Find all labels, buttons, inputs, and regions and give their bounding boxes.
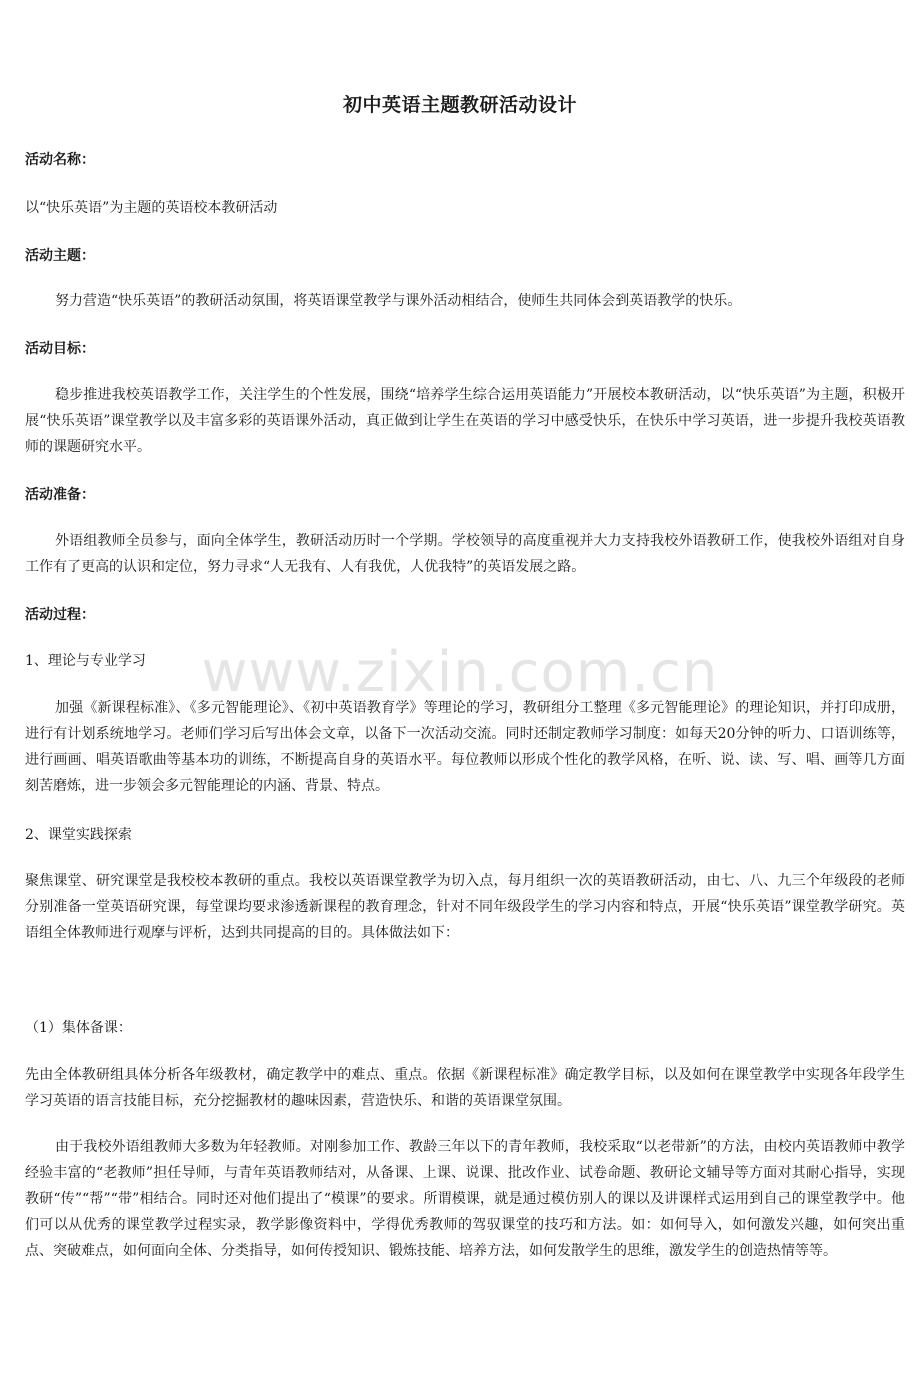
section1-text: 加强《新课程标准》、《多元智能理论》、《初中英语教育学》等理论的学习，教研组分工整理《多元智能理论》的理论知识，并打印成册，进行有计划系统地学习。老师们学习后写出体会文章，以备下一次活动交流。同时还制定教师学习制度：如每天20分钟的听力、口语训练等，进行画画、唱英语歌曲等基本功的训练，不断提高自身的英语水平。每位教师以形成个性化的教学风格，在听、说、读、写、唱、画等几方面刻苦磨炼，进一步领会多元智能理论的内涵、背景、特点。 xyxy=(25,700,905,794)
section2-heading: 2、课堂实践探索 xyxy=(25,827,132,843)
sub1-text2: 由于我校外语组教师大多数为年轻教师。对刚参加工作、教龄三年以下的青年教师，我校采取“以老带新”的方法，由校内英语教师中教学经验丰富的“老教师”担任导师，与青年英语教师结对，从备课、上课、说课、批改作业、试卷命题、教研论文辅导等方面对其耐心指导，实现教研“传”“帮”“带”相结合。同时还对他们提出了“模课”的要求。所谓模课，就是通过模仿别人的课以及讲课样式运用到自己的课堂教学中。他们可以从优秀的课堂教学过程实录，教学影像资料中，学得优秀教师的驾驭课堂的技巧和方法。如：如何导入，如何激发兴趣，如何突出重点、突破难点，如何面向全体、分类指导，如何传授知识、锻炼技能、培养方法，如何发散学生的思维，激发学生的创造热情等等。 xyxy=(25,1139,905,1259)
document-title: 初中英语主题教研活动设计 xyxy=(342,94,577,116)
theme-text: 努力营造“快乐英语”的教研活动氛围，将英语课堂教学与课外活动相结合，使师生共同体会到英语教学的快乐。 xyxy=(55,293,742,309)
name-heading: 活动名称： xyxy=(25,152,95,168)
prep-heading: 活动准备： xyxy=(25,487,95,503)
name-text: 以“快乐英语”为主题的英语校本教研活动 xyxy=(25,200,278,216)
prep-text: 外语组教师全员参与，面向全体学生，教研活动历时一个学期。学校领导的高度重视并大力支持我校外语教研工作，使我校外语组对自身工作有了更高的认识和定位，努力寻求“人无我有、人有我优，人优我特”的英语发展之路。 xyxy=(25,533,905,575)
section1-heading: 1、理论与专业学习 xyxy=(25,653,146,669)
watermark: www.zixin.com.cn xyxy=(201,640,719,705)
sub1-heading: （1）集体备课： xyxy=(25,1020,132,1036)
goal-heading: 活动目标： xyxy=(25,341,95,357)
sub1-text: 先由全体教研组具体分析各年级教材，确定教学中的难点、重点。依据《新课程标准》确定教学目标，以及如何在课堂教学中实现各年段学生学习英语的语言技能目标，充分挖掘教材的趣味因素，营造快乐、和谐的英语课堂氛围。 xyxy=(25,1067,905,1109)
process-heading: 活动过程： xyxy=(25,607,95,623)
theme-heading: 活动主题： xyxy=(25,248,95,264)
goal-text: 稳步推进我校英语教学工作，关注学生的个性发展，围绕“培养学生综合运用英语能力”开展校本教研活动，以“快乐英语”为主题，积极开展“快乐英语”课堂教学以及丰富多彩的英语课外活动，真正做到让学生在英语的学习中感受快乐，在快乐中学习英语，进一步提升我校英语教师的课题研究水平。 xyxy=(25,387,905,455)
section2-text: 聚焦课堂、研究课堂是我校校本教研的重点。我校以英语课堂教学为切入点，每月组织一次的英语教研活动，由七、八、九三个年级段的老师分别准备一堂英语研究课，每堂课均要求渗透新课程的教育理念，针对不同年级段学生的学习内容和特点，开展“快乐英语”课堂教学研究。英语组全体教师进行观摩与评析，达到共同提高的目的。具体做法如下： xyxy=(25,873,905,941)
